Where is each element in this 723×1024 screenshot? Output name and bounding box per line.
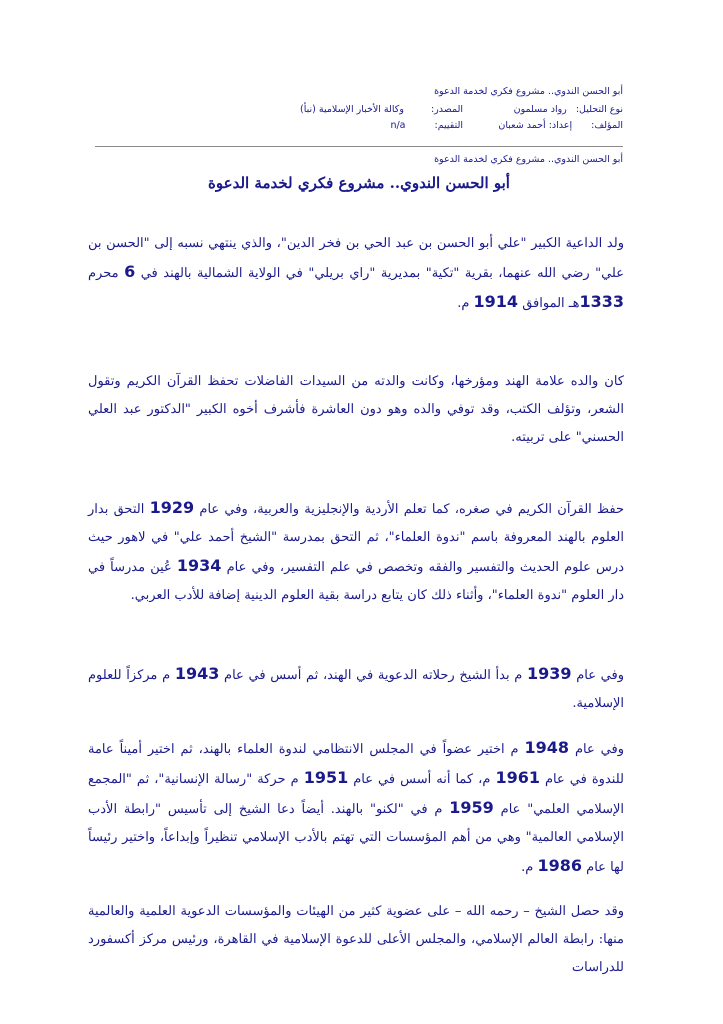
source-row xyxy=(300,104,463,115)
paragraph-text: محرم xyxy=(88,266,119,281)
paragraph-4 xyxy=(88,660,624,718)
rating-row xyxy=(390,120,463,131)
hijri-year: 1333 xyxy=(579,292,624,311)
year-number: 1959 xyxy=(449,798,494,817)
paragraph-text: وقد حصل الشيخ – رحمه الله – على عضوية كثير من الهيئات والمؤسسات الدعوية العلمية والعالمية منها: رابطة العالم الإسلامي، والمجلس الأعلى للدعوة الإسلامية في القاهرة، ورئيس مركز أكسفورد للدراسات xyxy=(88,904,624,975)
header-doc-title xyxy=(434,86,623,97)
year-number: 1961 xyxy=(495,768,540,787)
article-small-title-text: أبو الحسن الندوي.. مشروع فكري لخدمة الدعوة xyxy=(434,154,623,165)
author-value: إعداد: أحمد شعبان xyxy=(498,120,573,131)
paragraph-text: وفي عام xyxy=(576,668,624,683)
rating-label: التقييم: xyxy=(434,120,463,131)
year-number: 1934 xyxy=(176,556,222,575)
paragraph-6 xyxy=(88,898,624,982)
paragraph-text: عُين مدرساً في دار العلوم "ندوة العلماء"، وأثناء ذلك كان يتابع دراسة بقية العلوم الدينية إضافة للأدب العربي. xyxy=(88,560,624,603)
rating-value: n/a xyxy=(390,120,406,131)
paragraph-3 xyxy=(88,494,624,610)
analysis-type-value: رواد مسلمون xyxy=(513,104,567,115)
article-title: أبو الحسن الندوي.. مشروع فكري لخدمة الدعوة xyxy=(208,174,510,192)
paragraph-text: م في "لكنو" بالهند. أيضاً دعا الشيخ إلى تأسيس "رابطة الأدب الإسلامي العالمية" وهي من أهم المؤسسات التي تهتم بالأدب الإسلامي تنظيراً وإبداعاً، واختير رئيساً لها عام xyxy=(88,802,624,875)
year-number: 1986 xyxy=(537,856,583,875)
year-number: 1943 xyxy=(174,664,220,683)
day-number: 6 xyxy=(124,262,136,281)
paragraph-1 xyxy=(88,230,624,318)
analysis-type-row xyxy=(514,104,623,115)
paragraph-text: وفي عام xyxy=(574,742,624,757)
paragraph-text: م. xyxy=(521,860,534,875)
paragraph-text: ولد الداعية الكبير "علي أبو الحسن بن عبد الحي بن فخر الدين"، والذي ينتهي نسبه إلى "الحسن بن علي" رضي الله عنهما، بقرية "تكية" بمديرية "راي بريلي" في الولاية الشمالية بالهند في xyxy=(88,236,624,281)
source-label: المصدر: xyxy=(430,104,463,115)
paragraph-text: م بدأ الشيخ رحلاته الدعوية في الهند، ثم أسس في عام xyxy=(224,668,523,683)
paragraph-5 xyxy=(88,734,624,882)
paragraph-text: التحق بدار العلوم بالهند المعروفة باسم "ندوة العلماء"، ثم التحق بمدرسة "الشيخ أحمد علي" في لاهور حيث درس علوم الحديث والتفسير والفقه وتخصص في علم التفسير، وفي عام xyxy=(88,502,624,575)
year-number: 1951 xyxy=(303,768,349,787)
paragraph-text: م اختير عضواً في المجلس الانتظامي لندوة العلماء بالهند، ثم اختير أميناً عامة للندوة في عام xyxy=(88,742,624,787)
paragraph-text: حفظ القرآن الكريم في صغره، كما تعلم الأردية والإنجليزية والعربية، وفي عام xyxy=(199,502,624,517)
gregorian-year: 1914 xyxy=(473,292,519,311)
year-number: 1948 xyxy=(524,738,570,757)
header-doc-title-text: أبو الحسن الندوي.. مشروع فكري لخدمة الدعوة xyxy=(434,86,623,97)
paragraph-text: م، كما أنه أسس في عام xyxy=(353,772,491,787)
paragraph-text: م مركزاً للعلوم الإسلامية. xyxy=(88,668,624,711)
analysis-type-label: نوع التحليل: xyxy=(575,104,623,115)
header-divider xyxy=(95,146,623,147)
author-label: المؤلف: xyxy=(591,120,623,131)
source-value: وكالة الأخبار الإسلامية (نبأ) xyxy=(300,104,404,115)
paragraph-text: هـ الموافق xyxy=(522,296,580,311)
paragraph-text: م حركة "رسالة الإنسانية"، ثم "المجمع الإسلامي العلمي" عام xyxy=(88,772,624,817)
paragraph-2 xyxy=(88,368,624,452)
paragraph-text: كان والده علامة الهند ومؤرخها، وكانت والدته من السيدات الفاضلات تحفظ القرآن الكريم وتقول الشعر، وتؤلف الكتب، وقد توفي والده وهو دون العاشرة فأشرف أخوه الكبير "الدكتور عبد العلي الحسني" على تربيته. xyxy=(88,374,624,445)
year-number: 1929 xyxy=(149,498,195,517)
year-number: 1939 xyxy=(527,664,572,683)
paragraph-text: م. xyxy=(457,296,470,311)
author-row xyxy=(498,120,623,131)
article-small-title xyxy=(434,154,623,165)
